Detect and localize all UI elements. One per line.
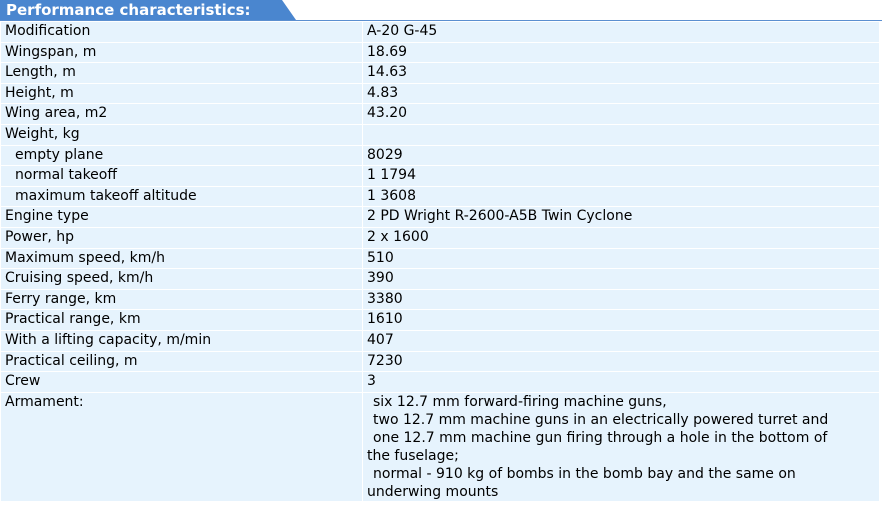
row-label-normal-takeoff: normal takeoff (1, 166, 363, 187)
table-row (1, 289, 880, 310)
table-row (1, 372, 880, 393)
section-title: Performance characteristics: (6, 1, 251, 19)
row-value-practical-range: 1610 (363, 310, 880, 331)
table-row (1, 269, 880, 290)
row-value-armament (363, 392, 880, 501)
table-row (1, 145, 880, 166)
row-value-power: 2 x 1600 (363, 227, 880, 248)
table-row (1, 22, 880, 43)
row-value-wing-area: 43.20 (363, 104, 880, 125)
row-value-length: 14.63 (363, 63, 880, 84)
table-row (1, 351, 880, 372)
armament-line: the fuselage; (367, 447, 459, 464)
armament-line: six 12.7 mm forward-firing machine guns, (373, 393, 667, 410)
armament-line: two 12.7 mm machine guns in an electrically powered turret and (373, 411, 829, 428)
row-label-modification: Modification (1, 22, 363, 43)
row-label-practical-ceiling: Practical ceiling, m (1, 351, 363, 372)
table-row (1, 83, 880, 104)
table-row (1, 166, 880, 187)
row-value-wingspan: 18.69 (363, 42, 880, 63)
row-value-maximum-speed: 510 (363, 248, 880, 269)
row-value-height: 4.83 (363, 83, 880, 104)
row-value-normal-takeoff: 1 1794 (363, 166, 880, 187)
performance-table (0, 21, 880, 502)
row-label-empty-plane: empty plane (1, 145, 363, 166)
table-row (1, 207, 880, 228)
row-label-lifting-capacity: With a lifting capacity, m/min (1, 330, 363, 351)
armament-line: one 12.7 mm machine gun firing through a hole in the bottom of (373, 429, 828, 446)
row-label-maximum-takeoff: maximum takeoff altitude (1, 186, 363, 207)
row-value-modification: A-20 G-45 (363, 22, 880, 43)
row-value-maximum-takeoff: 1 3608 (363, 186, 880, 207)
row-label-crew: Crew (1, 372, 363, 393)
row-label-wing-area: Wing area, m2 (1, 104, 363, 125)
row-label-ferry-range: Ferry range, km (1, 289, 363, 310)
row-label-engine-type: Engine type (1, 207, 363, 228)
row-value-crew: 3 (363, 372, 880, 393)
row-value-engine-type: 2 PD Wright R-2600-A5B Twin Cyclone (363, 207, 880, 228)
table-row (1, 330, 880, 351)
table-row (1, 63, 880, 84)
row-label-length: Length, m (1, 63, 363, 84)
table-row (1, 227, 880, 248)
row-label-practical-range: Practical range, km (1, 310, 363, 331)
row-value-lifting-capacity: 407 (363, 330, 880, 351)
row-label-weight: Weight, kg (1, 124, 363, 145)
armament-line: underwing mounts (367, 483, 499, 500)
row-label-height: Height, m (1, 83, 363, 104)
row-value-ferry-range: 3380 (363, 289, 880, 310)
row-value-cruising-speed: 390 (363, 269, 880, 290)
row-label-maximum-speed: Maximum speed, km/h (1, 248, 363, 269)
section-header (0, 0, 882, 21)
row-label-wingspan: Wingspan, m (1, 42, 363, 63)
row-value-practical-ceiling: 7230 (363, 351, 880, 372)
table-row (1, 248, 880, 269)
table-row (1, 124, 880, 145)
row-label-cruising-speed: Cruising speed, km/h (1, 269, 363, 290)
armament-line: normal - 910 kg of bombs in the bomb bay and the same on (373, 465, 796, 482)
table-row (1, 392, 880, 501)
row-value-empty-plane: 8029 (363, 145, 880, 166)
table-row (1, 310, 880, 331)
table-row (1, 104, 880, 125)
table-row (1, 42, 880, 63)
row-label-power: Power, hp (1, 227, 363, 248)
row-label-armament: Armament: (1, 392, 363, 501)
row-value-weight (363, 124, 880, 145)
table-row (1, 186, 880, 207)
